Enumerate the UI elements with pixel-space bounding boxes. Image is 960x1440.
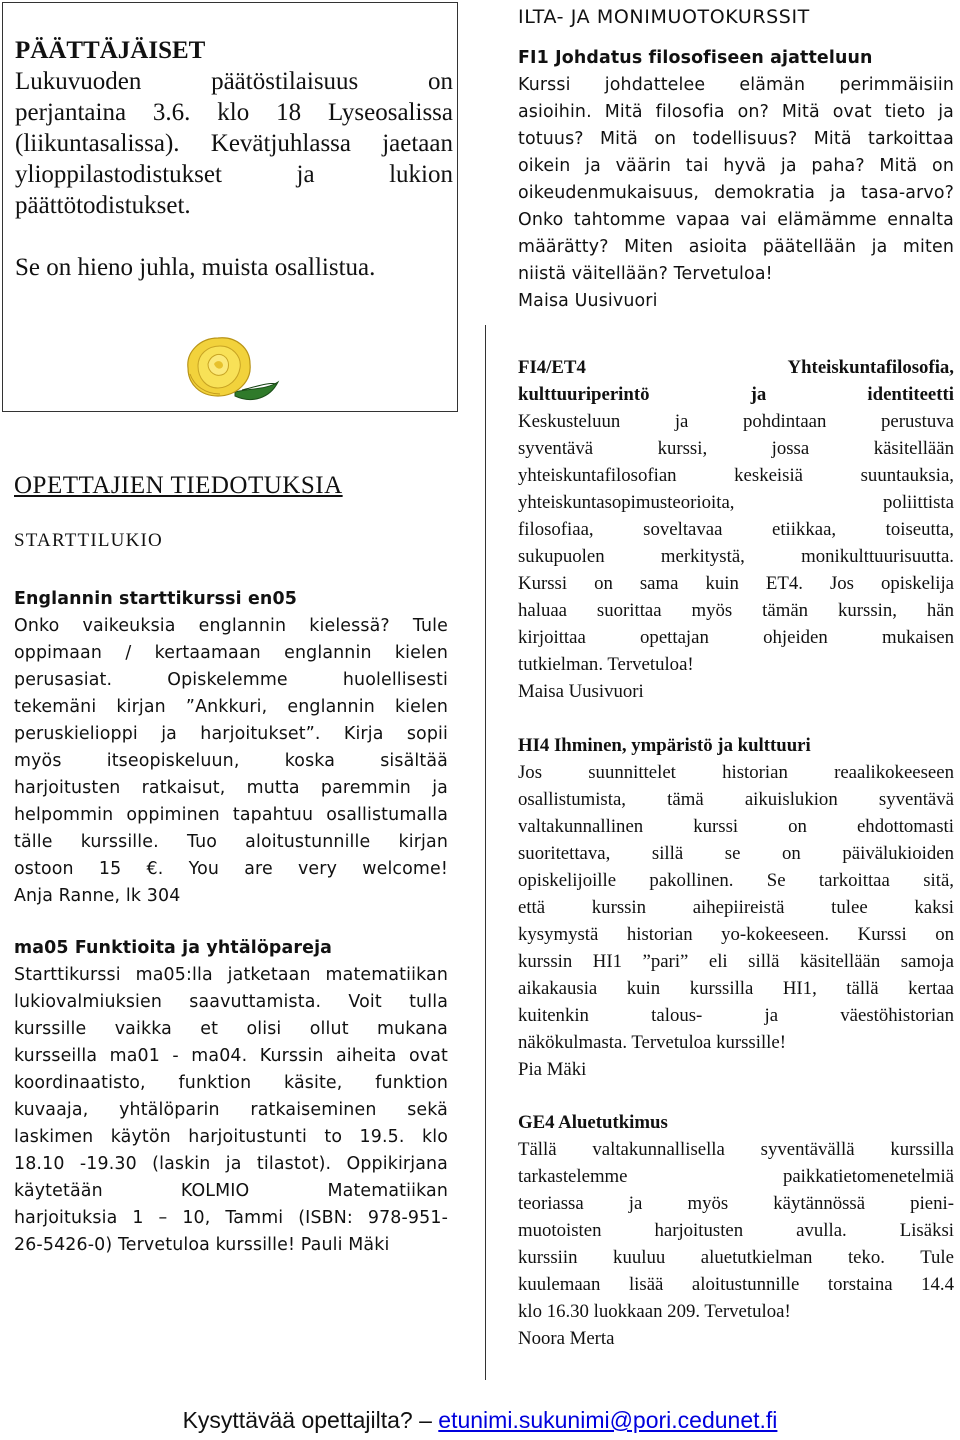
fi4-line: haluaa suorittaa myös tämän kurssin, hän <box>518 600 954 621</box>
ge4-line: tarkastelemme paikkatietomenetelmiä <box>518 1166 954 1187</box>
math-line: 26-5426-0) Tervetuloa kurssille! Pauli Mäki <box>14 1235 390 1255</box>
hi4-line: suoritettava, sillä se on päivälukioiden <box>518 843 954 864</box>
fi4-line: syventävä kurssi, jossa käsitellään <box>518 438 954 459</box>
fi1-line: määrätty? Miten asioita päätellään ja miten <box>518 237 954 257</box>
math-line: lukiovalmiuksien saavuttamista. Voit tulla <box>14 992 448 1012</box>
hi4-line: kysymystä historian yo-kokeeseen. Kurssi on <box>518 924 954 945</box>
ge4-line: muotoisten harjoitusten avulla. Lisäksi <box>518 1220 954 1241</box>
column-divider <box>485 325 486 1380</box>
fi4-line: filosofiaa, soveltavaa etiikkaa, toiseutta, <box>518 519 954 540</box>
hi4-line: että kurssin aihepiireistä tulee kaksi <box>518 897 954 918</box>
hi4-line: Jos suunnittelet historian reaalikokeeseen <box>518 762 954 783</box>
fi1-line: totuus? Mitä on todellisuus? Mitä tarkoittaa <box>518 129 954 149</box>
ge4-line: kuulemaan lisää aloitustunnille torstaina 14.4 <box>518 1274 954 1295</box>
footer-prompt: Kysyttävää opettajilta? – <box>182 1407 432 1433</box>
announcement-title: PÄÄTTÄJÄISET <box>15 37 206 64</box>
footer <box>0 1407 960 1434</box>
fi1-author: Maisa Uusivuori <box>518 291 658 311</box>
english-course <box>14 586 448 910</box>
english-line: helpommin oppiminen tapahtuu osallistumalla <box>14 805 448 825</box>
hi4-course <box>518 732 954 1083</box>
math-line: laskimen käytön harjoitustunti to 19.5. klo <box>14 1127 448 1147</box>
ge4-line: Tällä valtakunnallisella syventävällä kurssilla <box>518 1139 954 1160</box>
fi4-line: tutkielman. Tervetuloa! <box>518 654 694 675</box>
math-course-title: ma05 Funktioita ja yhtälöpareja <box>14 938 333 958</box>
announcement-line: (liikuntasalissa). Kevätjuhlassa jaetaan <box>15 130 453 157</box>
math-line: kuvaaja, yhtälöparin ratkaiseminen sekä <box>14 1100 448 1120</box>
ge4-author: Noora Merta <box>518 1328 615 1349</box>
math-line: koordinaatisto, funktion käsite, funktion <box>14 1073 448 1093</box>
email-link[interactable]: etunimi.sukunimi@pori.cedunet.fi <box>438 1407 778 1433</box>
hi4-line: opiskelijoille pakollinen. Se tarkoittaa sitä, <box>518 870 954 891</box>
math-line: käytetään KOLMIO Matematiikan <box>14 1181 448 1201</box>
fi4-course <box>518 354 954 705</box>
fi1-line: oikeudenmukaisuus, demokratia ja tasa-arvo? <box>518 183 954 203</box>
hi4-line: kurssin HI1 ”pari” eli sillä käsitellään samoja <box>518 951 954 972</box>
english-course-title: Englannin starttikurssi en05 <box>14 589 297 609</box>
hi4-line: näkökulmasta. Tervetuloa kurssille! <box>518 1032 786 1053</box>
fi4-line: kirjoittaa opettajan ohjeiden mukaisen <box>518 627 954 648</box>
english-line: tekemäni kirjan ”Ankkuri, englannin kielen <box>14 697 448 717</box>
ge4-line: klo 16.30 luokkaan 209. Tervetuloa! <box>518 1301 791 1322</box>
ge4-line: kurssiin kuuluu aluetutkielman teko. Tule <box>518 1247 954 1268</box>
hi4-line: aikakausia kuin kurssilla HI1, tällä kertaa <box>518 978 954 999</box>
math-line: kurssille vaikka et olisi ollut mukana <box>14 1019 448 1039</box>
announcement-closing: Se on hieno juhla, muista osallistua. <box>15 254 376 281</box>
math-line: kursseilla ma01 - ma04. Kurssin aiheita ovat <box>14 1046 448 1066</box>
fi4-line: yhteiskuntafilosofian keskeisiä suuntauksia, <box>518 465 954 486</box>
fi4-title: kulttuuriperintö ja identiteetti <box>518 384 954 405</box>
math-line: 18.10 -19.30 (laskin ja tilastot). Oppikirjana <box>14 1154 448 1174</box>
ge4-line: teoriassa ja myös käytännössä pieni- <box>518 1193 954 1214</box>
math-line: harjoituksia 1 – 10, Tammi (ISBN: 978-951- <box>14 1208 448 1228</box>
announcement-line: ylioppilastodistukset ja lukion <box>15 161 453 188</box>
fi1-line: niistä väitellään? Tervetuloa! <box>518 264 773 284</box>
teachers-heading: OPETTAJIEN TIEDOTUKSIA <box>14 472 343 499</box>
fi1-line: Kurssi johdattelee elämän perimmäisiin <box>518 75 954 95</box>
english-line: Onko vaikeuksia englannin kielessä? Tule <box>14 616 448 636</box>
math-course <box>14 935 448 1259</box>
english-line: myös itseopiskeluun, koska sisältää <box>14 751 448 771</box>
teachers-subheading: STARTTILUKIO <box>14 530 163 551</box>
fi1-line: oikein ja väärin tai hyvä ja paha? Mitä on <box>518 156 954 176</box>
fi4-line: Kurssi on sama kuin ET4. Jos opiskelija <box>518 573 954 594</box>
hi4-author: Pia Mäki <box>518 1059 587 1080</box>
fi1-line: Onko tahtomme vapaa vai elämämme ennalta <box>518 210 954 230</box>
english-line: ostoon 15 €. You are very welcome! <box>14 859 448 879</box>
fi4-title: FI4/ET4 Yhteiskuntafilosofia, <box>518 357 954 378</box>
courses-section <box>518 4 954 315</box>
announcement-line: perjantaina 3.6. klo 18 Lyseosalissa <box>15 99 453 126</box>
fi4-line: sukupuolen merkitystä, monikulttuurisuutta. <box>518 546 954 567</box>
fi1-title: FI1 Johdatus filosofiseen ajatteluun <box>518 48 873 68</box>
announcement-text <box>15 35 453 283</box>
english-line: peruskielioppi ja harjoitukset”. Kirja sopii <box>14 724 448 744</box>
ge4-course <box>518 1109 954 1352</box>
english-line: perusasiat. Opiskelemme huolellisesti <box>14 670 448 690</box>
courses-heading: ILTA- JA MONIMUOTOKURSSIT <box>518 6 810 28</box>
ge4-title: GE4 Aluetutkimus <box>518 1112 668 1133</box>
fi4-author: Maisa Uusivuori <box>518 681 644 702</box>
fi4-line: Keskusteluun ja pohdintaan perustuva <box>518 411 954 432</box>
english-line: harjoitusten ratkaisut, mutta paremmin ja <box>14 778 448 798</box>
hi4-title: HI4 Ihminen, ympäristö ja kulttuuri <box>518 735 811 756</box>
announcement-line: päättötodistukset. <box>15 192 191 219</box>
english-author: Anja Ranne, lk 304 <box>14 886 181 906</box>
fi1-course <box>518 45 954 315</box>
hi4-line: kuitenkin talous- ja väestöhistorian <box>518 1005 954 1026</box>
fi4-line: yhteiskuntasopimusteorioita, poliittista <box>518 492 954 513</box>
hi4-line: osallistumista, tämä aikuislukion syventävä <box>518 789 954 810</box>
yellow-rose-image <box>180 330 284 410</box>
math-line: Starttikurssi ma05:lla jatketaan matematiikan <box>14 965 448 985</box>
hi4-line: valtakunnallinen kurssi on ehdottomasti <box>518 816 954 837</box>
announcement-line: Lukuvuoden päätöstilaisuus on <box>15 68 453 95</box>
fi1-line: asioihin. Mitä filosofia on? Mitä ovat tieto ja <box>518 102 954 122</box>
english-line: oppimaan / kertaamaan englannin kielen <box>14 643 448 663</box>
english-line: tälle kurssille. Tuo aloitustunnille kirjan <box>14 832 448 852</box>
